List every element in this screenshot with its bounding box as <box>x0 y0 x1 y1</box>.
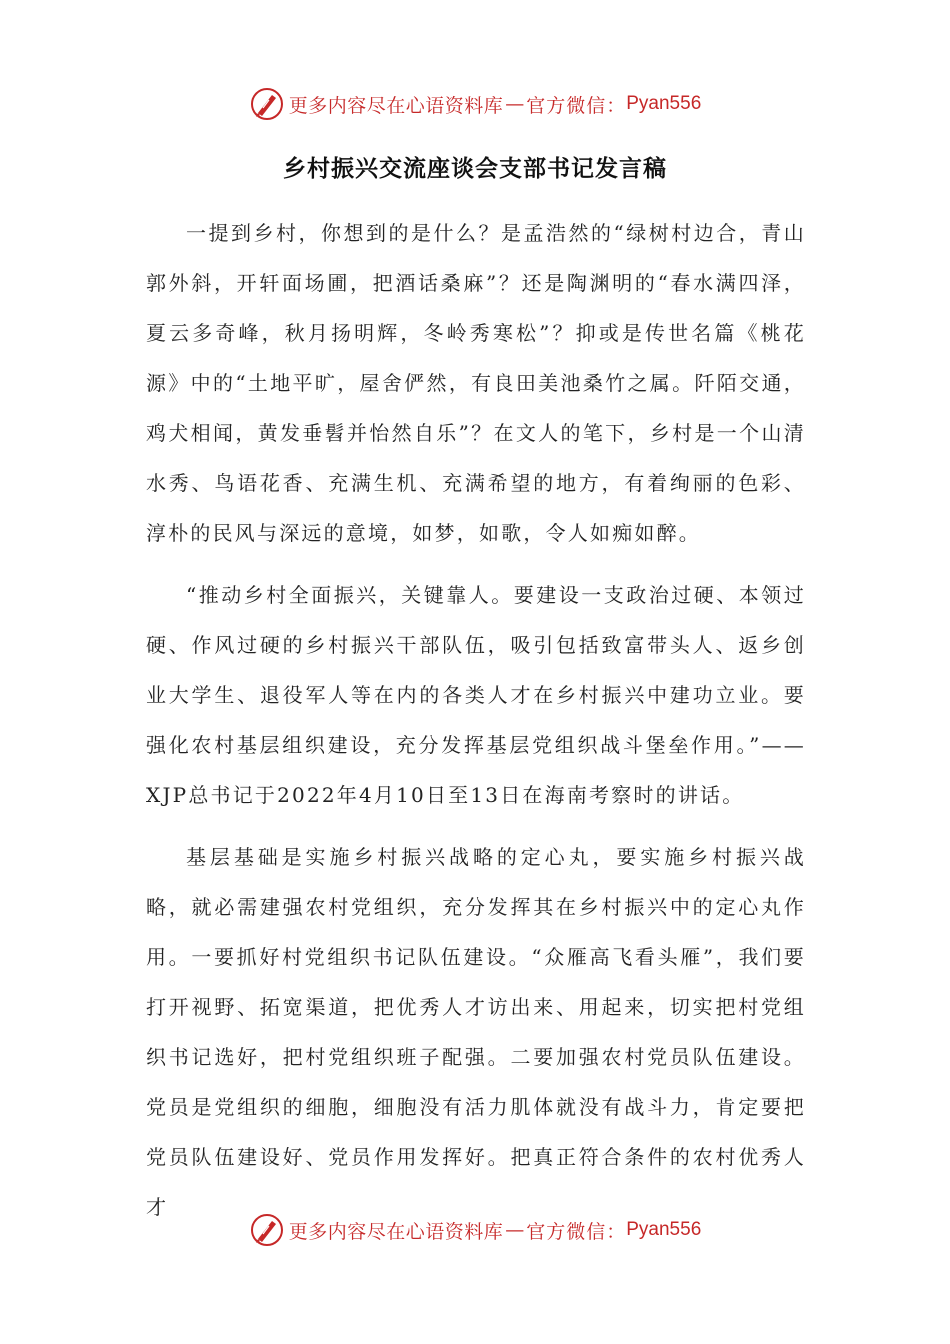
banner-slogan: 更多内容尽在心语资料库 <box>288 94 504 117</box>
pen-logo-icon <box>249 1212 285 1248</box>
document-body <box>146 208 806 1232</box>
header-banner <box>0 84 950 124</box>
paragraph-1: 一提到乡村，你想到的是什么？是孟浩然的“绿树村边合，青山郭外斜，开轩面场圃，把酒话桑麻”？还是陶渊明的“春水满四泽，夏云多奇峰，秋月扬明辉，冬岭秀寒松”？抑或是传世名篇《桃花源》中的“土地平旷，屋舍俨然，有良田美池桑竹之属。阡陌交通，鸡犬相闻，黄发垂髫并怡然自乐”？在文人的笔下，乡村是一个山清水秀、鸟语花香、充满生机、充满希望的地方，有着绚丽的色彩、淳朴的民风与深远的意境，如梦，如歌，令人如痴如醉。 <box>146 221 806 545</box>
banner-wechat-label: 官方微信： <box>526 94 627 117</box>
paragraph-2: “推动乡村全面振兴，关键靠人。要建设一支政治过硬、本领过硬、作风过硬的乡村振兴干部队伍，吸引包括致富带头人、返乡创业大学生、退役军人等在内的各类人才在乡村振兴中建功立业。要强化农村基层组织建设，充分发挥基层党组织战斗堡垒作用。”——XJP总书记于2022年4月10日至13日在海南考察时的讲话。 <box>146 583 806 807</box>
banner-dash: — <box>505 93 525 115</box>
banner-wechat-id: Pyan556 <box>626 1219 702 1240</box>
paragraph-3: 基层基础是实施乡村振兴战略的定心丸，要实施乡村振兴战略，就必需建强农村党组织，充分发挥其在乡村振兴中的定心丸作用。一要抓好村党组织书记队伍建设。“众雁高飞看头雁”，我们要打开视野、拓宽渠道，把优秀人才访出来、用起来，切实把村党组织书记选好，把村党组织班子配强。二要加强农村党员队伍建设。党员是党组织的细胞，细胞没有活力肌体就没有战斗力，肯定要把党员队伍建设好、党员作用发挥好。把真正符合条件的农村优秀人才 <box>146 845 806 1219</box>
footer-banner <box>0 1210 950 1250</box>
document-title: 乡村振兴交流座谈会支部书记发言稿 <box>283 156 667 182</box>
banner-wechat-id: Pyan556 <box>626 93 702 114</box>
banner-wechat-label: 官方微信： <box>526 1220 627 1243</box>
pen-logo-icon <box>249 86 285 122</box>
banner-slogan: 更多内容尽在心语资料库 <box>288 1220 504 1243</box>
banner-dash: — <box>505 1219 525 1241</box>
